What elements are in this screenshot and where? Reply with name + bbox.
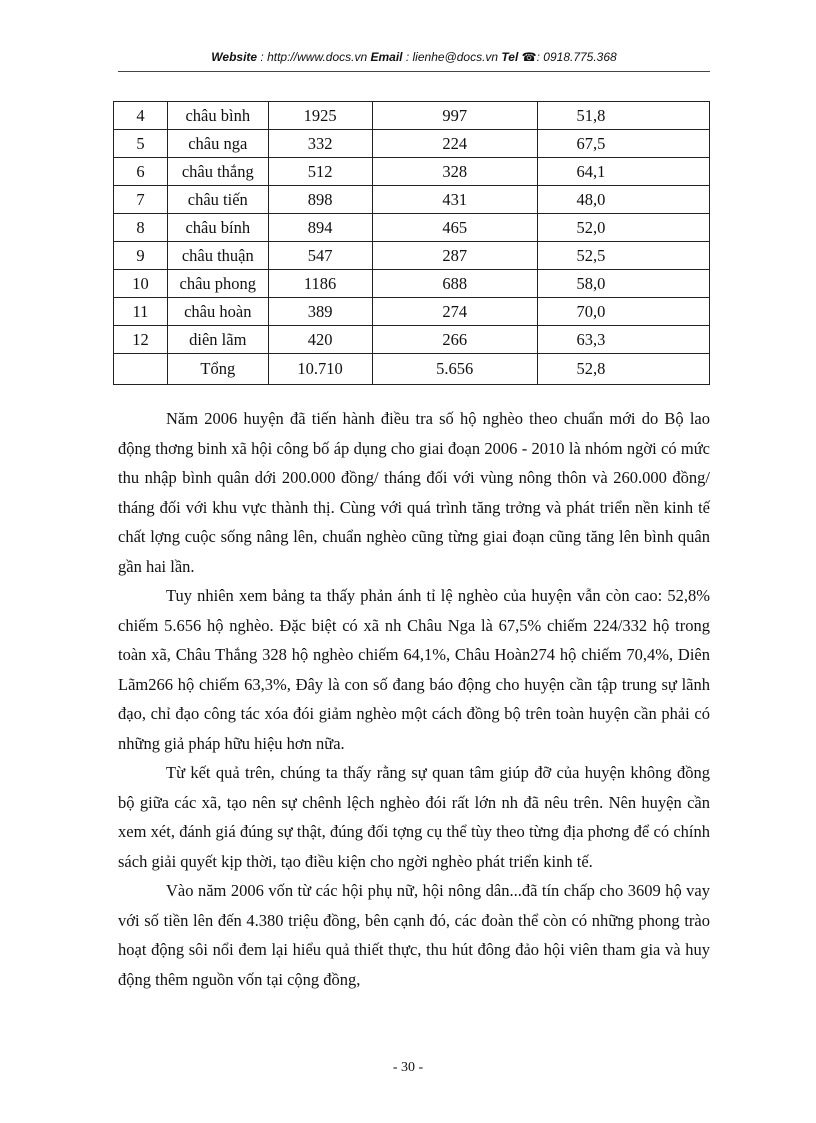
paragraph: Năm 2006 huyện đã tiến hành điều tra số hộ nghèo theo chuẩn mới do Bộ lao động thơng binh xã hội công bố áp dụng cho giai đoạn 2006 - 2010 là nhóm ngời có mức thu nhập bình quân dới 200.000 đồng/ tháng đối với vùng nông thôn và 260.000 đồng/ tháng đối với khu vực thành thị. Cùng với quá trình tăng trởng và phát triển nền kinh tế chất lợng cuộc sống nâng lên, chuẩn nghèo cũng từng giai đoạn cũng tăng lên bình quân gần hai lần. [118,409,710,576]
cell-poor-households: 688 [372,270,537,298]
cell-households: 1925 [268,102,372,130]
cell-commune: châu thắng [167,158,268,186]
table-body [114,102,710,385]
cell-poor-households: 224 [372,130,537,158]
tel-value: : 0918.775.368 [536,50,617,64]
cell-poverty-rate: 58,0 [537,270,709,298]
cell-poverty-rate: 51,8 [537,102,709,130]
table-row [114,186,710,214]
paragraph: Tuy nhiên xem bảng ta thấy phản ánh tỉ lệ nghèo của huyện vẫn còn cao: 52,8% chiếm 5.656 hộ nghèo. Đặc biệt có xã nh Châu Nga là 67,5% chiếm 224/332 hộ trong toàn xã, Châu Thắng 328 hộ nghèo chiếm 64,1%, Châu Hoàn274 hộ chiếm 70,4%, Diên Lãm266 hộ chiếm 63,3%, Đây là con số đang báo động cho huyện cần tập trung sự lãnh đạo, chỉ đạo công tác xóa đói giảm nghèo một cách đồng bộ trên toàn huyện cần phải có những giả pháp hữu hiệu hơn nữa. [118,586,710,753]
cell-households: 420 [268,326,372,354]
table-row [114,214,710,242]
cell-commune: diên lãm [167,326,268,354]
cell-poverty-rate: 70,0 [537,298,709,326]
cell-index: 6 [114,158,168,186]
cell-index: 11 [114,298,168,326]
cell-commune: châu tiến [167,186,268,214]
email-label: Email [370,50,403,64]
cell-poor-households: 266 [372,326,537,354]
cell-poor-households: 274 [372,298,537,326]
cell-index: 7 [114,186,168,214]
cell-poverty-rate: 48,0 [537,186,709,214]
cell-index: 5 [114,130,168,158]
cell-index: 4 [114,102,168,130]
cell-households: 894 [268,214,372,242]
table-row [114,102,710,130]
cell-households: 1186 [268,270,372,298]
table-row [114,158,710,186]
cell-poverty-rate: 64,1 [537,158,709,186]
paragraph: Vào năm 2006 vốn từ các hội phụ nữ, hội nông dân...đã tín chấp cho 3609 hộ vay với số tiền lên đến 4.380 triệu đồng, bên cạnh đó, các đoàn thể còn có những phong trào hoạt động sôi nổi đem lại hiểu quả thiết thực, thu hút đông đảo hội viên tham gia và huy động thêm nguồn vốn tại cộng đồng, [118,881,710,989]
cell-poverty-rate: 52,0 [537,214,709,242]
table-row [114,326,710,354]
header-divider [118,71,710,72]
cell-households: 547 [268,242,372,270]
cell-index: 10 [114,270,168,298]
cell-poor-households: 431 [372,186,537,214]
cell-poverty-rate: 63,3 [537,326,709,354]
page-header [118,50,710,64]
website-label: Website [211,50,258,64]
cell-households: 10.710 [268,354,372,385]
poverty-table [113,101,710,385]
cell-poor-households: 997 [372,102,537,130]
table-row [114,242,710,270]
table-row [114,298,710,326]
page-number: - 30 - [392,1060,424,1075]
cell-poverty-rate: 52,5 [537,242,709,270]
cell-commune: châu thuận [167,242,268,270]
cell-commune: châu nga [167,130,268,158]
paragraph: Từ kết quả trên, chúng ta thấy rằng sự quan tâm giúp đỡ của huyện không đồng bộ giữa các xã, tạo nên sự chênh lệch nghèo đói rất lớn nh đã nêu trên. Nên huyện cần xem xét, đánh giá đúng sự thật, đúng đối tợng cụ thể tùy theo từng địa phơng để có chính sách giải quyết kịp thời, tạo điều kiện cho ngời nghèo phát triển kinh tế. [118,763,710,871]
table-row [114,270,710,298]
email-value: : lienhe@docs.vn [405,50,499,64]
cell-commune: châu bính [167,214,268,242]
cell-commune: châu bình [167,102,268,130]
phone-icon: ☎ [521,50,537,64]
cell-index: 9 [114,242,168,270]
cell-households: 898 [268,186,372,214]
website-value: : http://www.docs.vn [260,50,368,64]
cell-commune: châu phong [167,270,268,298]
cell-poor-households: 5.656 [372,354,537,385]
cell-households: 512 [268,158,372,186]
cell-index: 12 [114,326,168,354]
cell-poverty-rate: 52,8 [537,354,709,385]
tel-label: Tel [501,50,519,64]
cell-poor-households: 328 [372,158,537,186]
table-total-row [114,354,710,385]
table-row [114,130,710,158]
cell-poor-households: 287 [372,242,537,270]
cell-poor-households: 465 [372,214,537,242]
cell-commune: Tổng [167,354,268,385]
cell-commune: châu hoàn [167,298,268,326]
cell-index: 8 [114,214,168,242]
cell-index [114,354,168,385]
cell-poverty-rate: 67,5 [537,130,709,158]
body-text [118,404,710,994]
cell-households: 332 [268,130,372,158]
cell-households: 389 [268,298,372,326]
